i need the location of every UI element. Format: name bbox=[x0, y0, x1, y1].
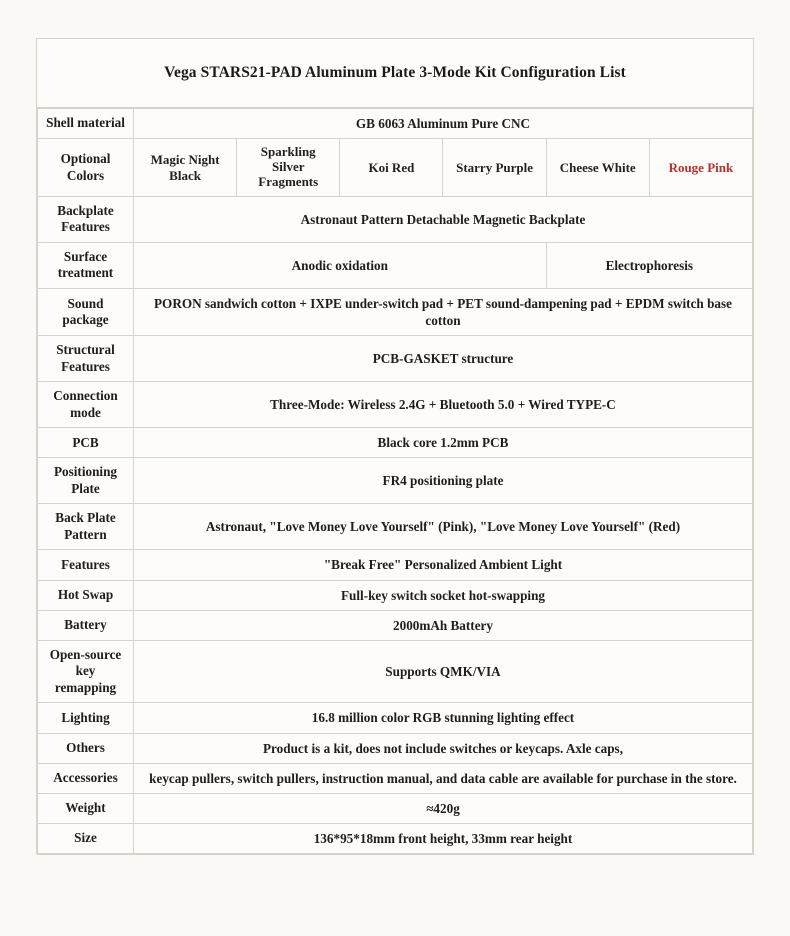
row-label-optional-colors: Optional Colors bbox=[38, 139, 134, 197]
color-option-starry-purple: Starry Purple bbox=[443, 139, 546, 197]
row-label-accessories: Accessories bbox=[38, 763, 134, 793]
row-value-anodic-oxidation: Anodic oxidation bbox=[134, 242, 547, 288]
row-value-shell-material: GB 6063 Aluminum Pure CNC bbox=[134, 109, 753, 139]
table-row bbox=[38, 703, 753, 733]
page-title: Vega STARS21-PAD Aluminum Plate 3-Mode Kit Configuration List bbox=[164, 64, 626, 81]
row-value-weight: ≈420g bbox=[134, 793, 753, 823]
row-label-backplate-features: Backplate Features bbox=[38, 196, 134, 242]
color-option-sparkling-silver-fragments: Sparkling Silver Fragments bbox=[237, 139, 340, 197]
table-row bbox=[38, 382, 753, 428]
row-label-size: Size bbox=[38, 824, 134, 854]
color-option-cheese-white: Cheese White bbox=[546, 139, 649, 197]
table-row bbox=[38, 139, 753, 197]
row-value-connection-mode: Three-Mode: Wireless 2.4G + Bluetooth 5.0 + Wired TYPE-C bbox=[134, 382, 753, 428]
row-label-positioning-plate: Positioning Plate bbox=[38, 458, 134, 504]
table-row bbox=[38, 428, 753, 458]
table-row bbox=[38, 763, 753, 793]
row-value-structural-features: PCB-GASKET structure bbox=[134, 336, 753, 382]
table-row bbox=[38, 580, 753, 610]
row-label-structural-features: Structural Features bbox=[38, 336, 134, 382]
row-value-pcb: Black core 1.2mm PCB bbox=[134, 428, 753, 458]
table-row bbox=[38, 288, 753, 335]
color-option-rouge-pink: Rouge Pink bbox=[649, 139, 752, 197]
row-value-accessories: keycap pullers, switch pullers, instruction manual, and data cable are available for purchase in the store. bbox=[134, 763, 753, 793]
table-row bbox=[38, 824, 753, 854]
row-value-positioning-plate: FR4 positioning plate bbox=[134, 458, 753, 504]
row-value-hot-swap: Full-key switch socket hot-swapping bbox=[134, 580, 753, 610]
row-label-sound-package: Sound package bbox=[38, 288, 134, 335]
table-row bbox=[38, 550, 753, 580]
row-label-battery: Battery bbox=[38, 610, 134, 640]
row-label-weight: Weight bbox=[38, 793, 134, 823]
row-label-lighting: Lighting bbox=[38, 703, 134, 733]
row-value-size: 136*95*18mm front height, 33mm rear height bbox=[134, 824, 753, 854]
row-label-back-plate-pattern: Back Plate Pattern bbox=[38, 504, 134, 550]
row-label-features: Features bbox=[38, 550, 134, 580]
row-value-backplate-features: Astronaut Pattern Detachable Magnetic Backplate bbox=[134, 196, 753, 242]
table-row bbox=[38, 109, 753, 139]
row-value-others: Product is a kit, does not include switches or keycaps. Axle caps, bbox=[134, 733, 753, 763]
table-row bbox=[38, 610, 753, 640]
table-row bbox=[38, 733, 753, 763]
row-value-electrophoresis: Electrophoresis bbox=[546, 242, 752, 288]
row-value-back-plate-pattern: Astronaut, "Love Money Love Yourself" (Pink), "Love Money Love Yourself" (Red) bbox=[134, 504, 753, 550]
table-row bbox=[38, 242, 753, 288]
table-row bbox=[38, 196, 753, 242]
row-label-surface-treatment: Surface treatment bbox=[38, 242, 134, 288]
row-label-hot-swap: Hot Swap bbox=[38, 580, 134, 610]
specification-table bbox=[37, 108, 753, 854]
color-option-koi-red: Koi Red bbox=[340, 139, 443, 197]
table-row bbox=[38, 640, 753, 703]
row-label-open-source-key-remapping: Open-source key remapping bbox=[38, 640, 134, 703]
row-label-connection-mode: Connection mode bbox=[38, 382, 134, 428]
row-label-others: Others bbox=[38, 733, 134, 763]
row-label-shell-material: Shell material bbox=[38, 109, 134, 139]
table-row bbox=[38, 793, 753, 823]
row-value-lighting: 16.8 million color RGB stunning lighting effect bbox=[134, 703, 753, 733]
row-value-features: "Break Free" Personalized Ambient Light bbox=[134, 550, 753, 580]
row-value-battery: 2000mAh Battery bbox=[134, 610, 753, 640]
table-row bbox=[38, 458, 753, 504]
color-option-magic-night-black: Magic Night Black bbox=[134, 139, 237, 197]
document-title-row bbox=[37, 39, 753, 108]
spec-sheet bbox=[36, 38, 754, 855]
table-row bbox=[38, 336, 753, 382]
table-row bbox=[38, 504, 753, 550]
row-value-sound-package: PORON sandwich cotton + IXPE under-switch pad + PET sound-dampening pad + EPDM switch base cotton bbox=[134, 288, 753, 335]
row-value-open-source-key-remapping: Supports QMK/VIA bbox=[134, 640, 753, 703]
row-label-pcb: PCB bbox=[38, 428, 134, 458]
